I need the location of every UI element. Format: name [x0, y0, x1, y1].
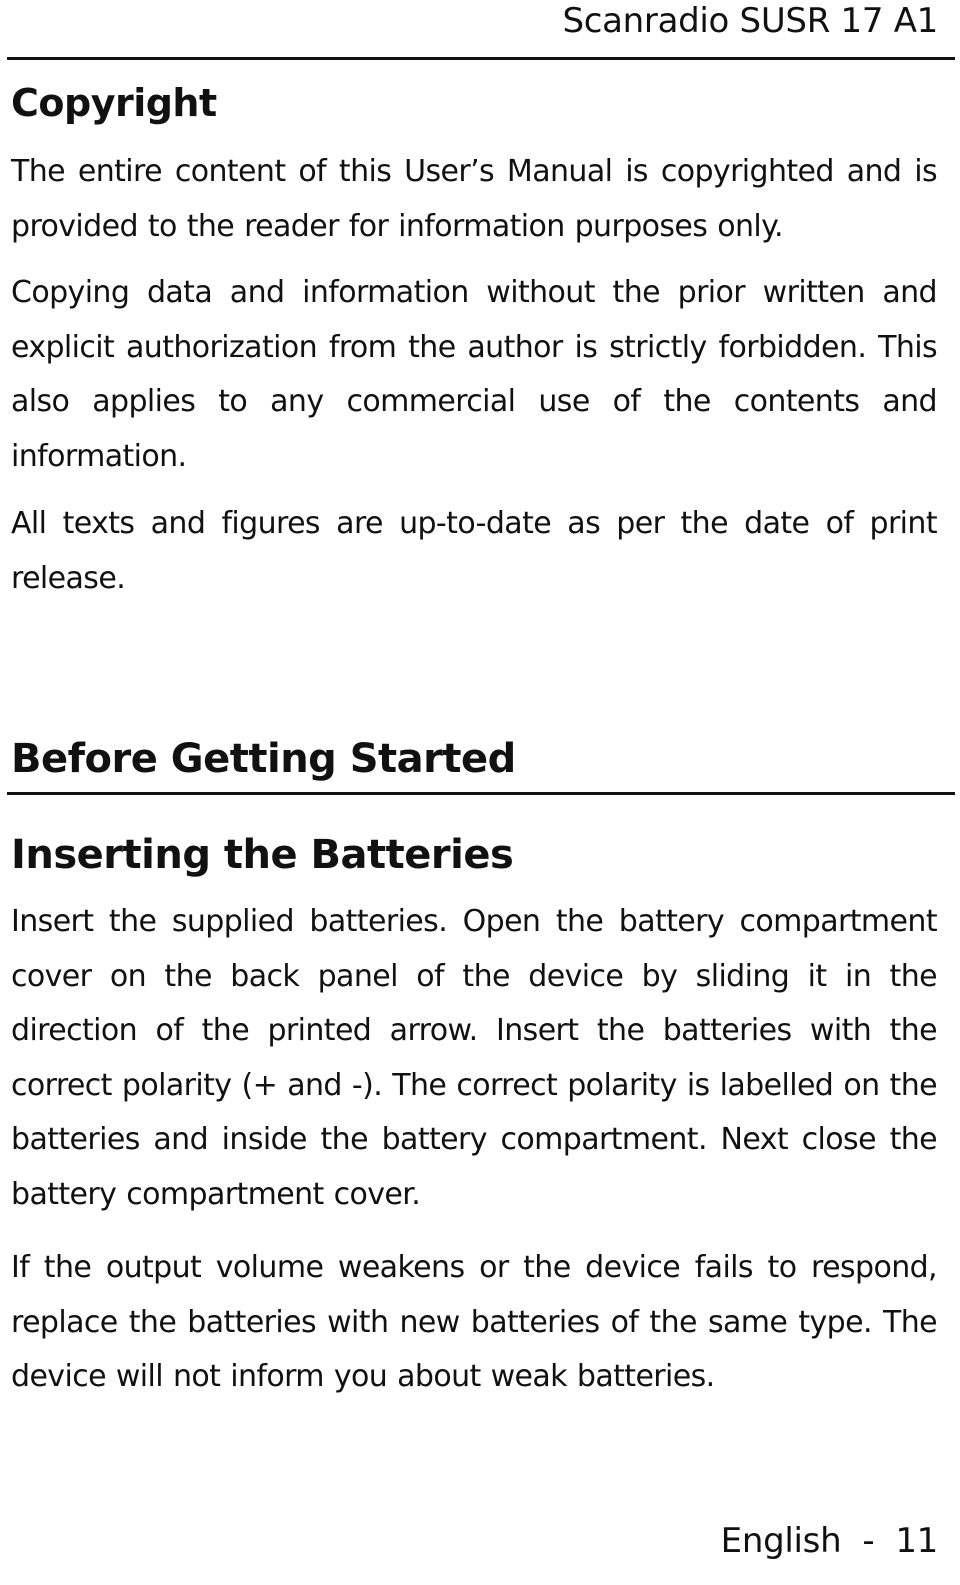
- copyright-paragraph-3: All texts and figures are up-to-date as per the date of print release.: [11, 506, 937, 596]
- manual-header-title: Scanradio SUSR 17 A1: [562, 1, 938, 41]
- batteries-paragraph-1: Insert the supplied batteries. Open the battery compartment cover on the back panel of the device by sliding it in the direction of the printed arrow. Insert the batteries with the correct polarity (+ and -). The correct polarity is labelled on the batteries and inside the battery compartment. Next close the battery compartment cover.: [11, 904, 937, 1212]
- footer-separator: -: [862, 1521, 875, 1561]
- copyright-paragraph-2: Copying data and information without the prior written and explicit authorization from the author is strictly forbidden. This also applies to any commercial use of the contents and information.: [11, 275, 937, 474]
- footer-language: English: [720, 1521, 842, 1561]
- footer-page-number: 11: [895, 1521, 938, 1561]
- chapter-divider: [7, 792, 955, 795]
- section-heading-copyright: Copyright: [11, 81, 217, 125]
- batteries-paragraph-2: If the output volume weakens or the device fails to respond, replace the batteries with new batteries of the same type. The device will not inform you about weak batteries.: [11, 1250, 937, 1395]
- copyright-paragraph-1: The entire content of this User’s Manual is copyrighted and is provided to the reader for information purposes only.: [11, 154, 937, 244]
- page-footer: [721, 1519, 938, 1563]
- header-divider: [7, 57, 955, 60]
- section-heading-inserting-batteries: Inserting the Batteries: [11, 832, 514, 878]
- chapter-heading-before-getting-started: Before Getting Started: [11, 736, 516, 782]
